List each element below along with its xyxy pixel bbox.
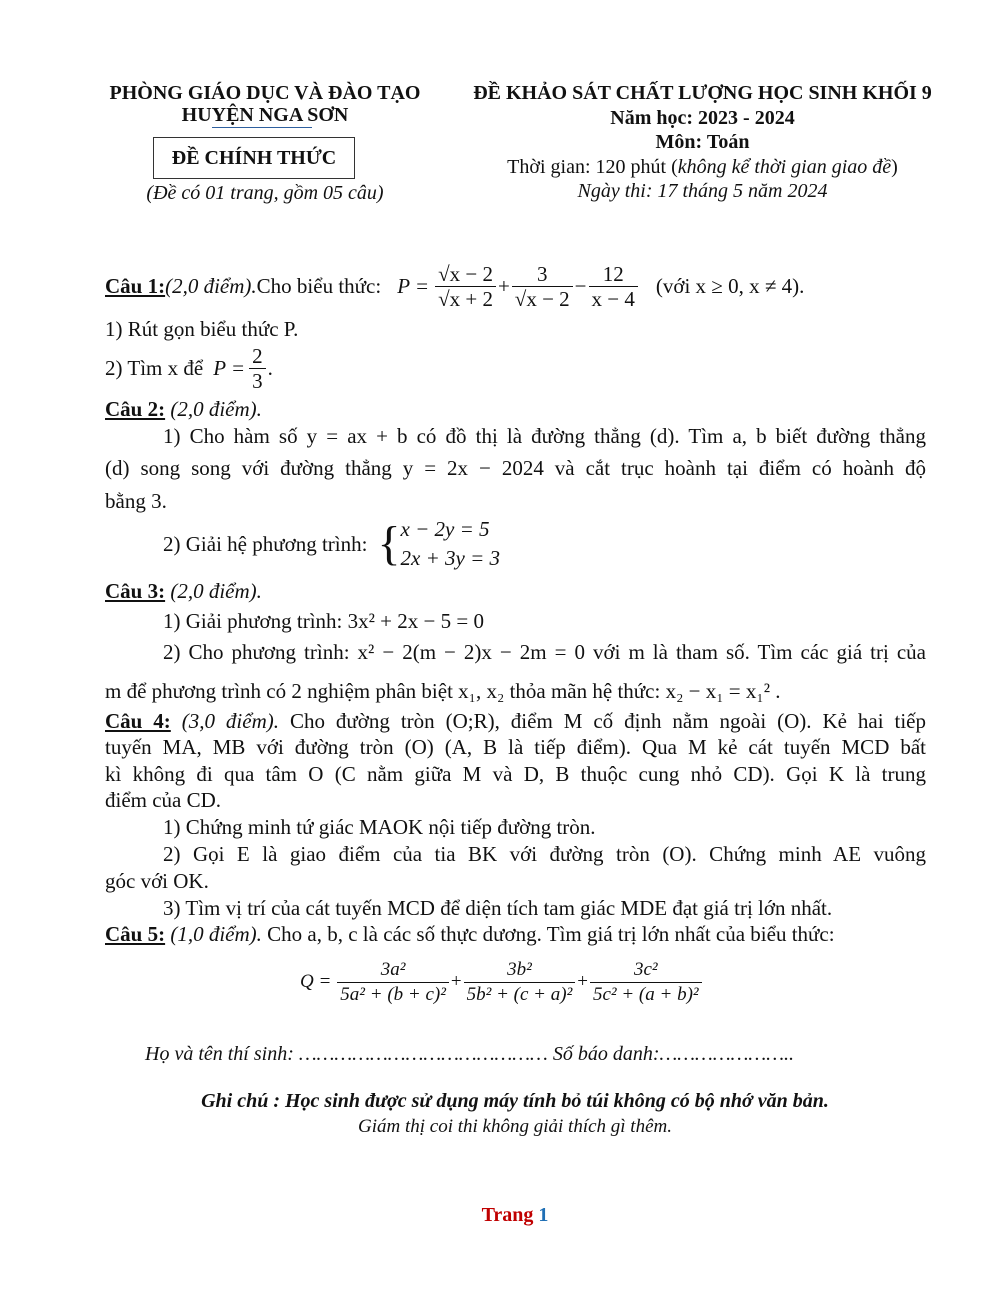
fraction-two-thirds-denominator: 3: [252, 368, 263, 393]
exam-time-note: không kể thời gian giao đề: [677, 156, 892, 178]
subject: Môn: Toán: [655, 131, 750, 153]
page-note: (Đề có 01 trang, gồm 05 câu): [146, 182, 384, 204]
question-2-points: (2,0 điểm).: [165, 397, 262, 421]
exam-date: Ngày thi: 17 tháng 5 năm 2024: [577, 180, 828, 202]
question-4-item-1: 1) Chứng minh tứ giác MAOK nội tiếp đường tròn.: [163, 815, 596, 839]
fraction-2-denominator: √x − 2: [514, 286, 570, 311]
candidate-info-line: Họ và tên thí sinh: …………………………………… Số báo danh:…………………..: [145, 1043, 794, 1065]
question-1-item-2-p: P =: [213, 356, 246, 380]
question-1-line: Câu 1: (2,0 điểm). Cho biểu thức: P = $\frac{√x - 2}{√x + 2}$ + $\frac{3}{√x - 2}$ − $\frac{12}{x - 4}$ (với x ≥ 0, x ≠ 4).: [105, 261, 805, 311]
question-1-title: Câu 1:: [105, 274, 166, 298]
page-number: 1: [538, 1204, 549, 1226]
question-4-item-2-line-2: góc với OK.: [105, 869, 209, 893]
question-3-heading: [105, 578, 262, 604]
district-underline: [212, 127, 312, 128]
q-term-1-numerator: 3a²: [337, 958, 449, 983]
question-4-line-1: [105, 708, 926, 734]
question-4-item-2-line-1: 2) Gọi E là giao điểm của tia BK với đường tròn (O). Chứng minh AE vuông: [163, 842, 926, 866]
fraction-3: [589, 262, 638, 311]
question-4-line-3: kì không đi qua tâm O (C nằm giữa M và D, B thuộc cung nhỏ CD). Gọi K là trung: [105, 762, 926, 786]
exam-time-prefix: Thời gian: 120 phút (: [507, 156, 678, 178]
official-exam-box: ĐỀ CHÍNH THỨC: [153, 137, 355, 179]
system-equation-1: x − 2y = 5: [400, 517, 490, 541]
exam-time: [445, 156, 960, 179]
q-term-2-numerator: 3b²: [464, 958, 576, 983]
question-1-item-2: [105, 342, 273, 394]
q-term-2: [464, 958, 576, 1007]
district-name: HUYỆN NGA SƠN: [181, 104, 349, 126]
fraction-2-numerator: 3: [512, 262, 573, 287]
fraction-1-denominator: √x + 2: [438, 286, 493, 311]
question-1-intro: Cho biểu thức:: [256, 274, 382, 298]
equation-system: [401, 515, 500, 573]
question-2-part-2: [163, 515, 500, 573]
question-4-points: (3,0 điểm).: [170, 709, 279, 733]
expression-q-label: Q =: [300, 971, 332, 992]
question-3-points: (2,0 điểm).: [165, 579, 262, 603]
question-2-part-2-prefix: 2) Giải hệ phương trình:: [163, 532, 368, 556]
department-name: PHÒNG GIÁO DỤC VÀ ĐÀO TẠO: [109, 82, 421, 104]
question-2-part-1-line-1: 1) Cho hàm số y = ax + b có đồ thị là đường thẳng (d). Tìm a, b biết đường thẳng: [163, 424, 926, 448]
question-2-part-1-line-3: bằng 3.: [105, 489, 167, 513]
question-4-line-2: tuyến MA, MB với đường tròn (O) (A, B là tiếp điểm). Qua M kẻ cát tuyến MCD bất: [105, 735, 926, 759]
question-3-part-2-line-1: 2) Cho phương trình: x² − 2(m − 2)x − 2m = 0 với m là tham số. Tìm các giá trị của: [163, 640, 926, 664]
question-1-condition: (với x ≥ 0, x ≠ 4).: [655, 274, 805, 298]
exam-title: ĐỀ KHẢO SÁT CHẤT LƯỢNG HỌC SINH KHỐI 9: [473, 82, 932, 104]
q-term-1: [337, 958, 449, 1007]
question-5-line: [105, 921, 835, 947]
page-footer: [400, 1204, 630, 1227]
question-5-intro: Cho a, b, c là các số thực dương. Tìm giá trị lớn nhất của biểu thức:: [261, 922, 835, 946]
question-4-item-3: 3) Tìm vị trí của cát tuyến MCD để diện tích tam giác MDE đạt giá trị lớn nhất.: [163, 896, 833, 920]
question-1-points: (2,0 điểm).: [165, 274, 257, 298]
q-term-2-denominator: 5b² + (c + a)²: [466, 983, 573, 1005]
school-year: Năm học: 2023 - 2024: [610, 107, 795, 129]
question-4-line-4: điểm của CD.: [105, 788, 222, 812]
question-5-title: Câu 5:: [105, 922, 166, 946]
expression-q: Q = $\frac{\text{3a²}}{\text{5a² + (b + c)²}}$ + $\frac{\text{3b²}}{\text{5b² + (c + a)²}}$ + $\frac{\text{3c²}}{\text{5c² + (a + b)²}}$: [300, 952, 704, 1012]
fraction-1-numerator: √x − 2: [435, 262, 496, 287]
question-2-title: Câu 2:: [105, 397, 166, 421]
fraction-3-denominator: x − 4: [591, 286, 635, 311]
q-term-1-denominator: 5a² + (b + c)²: [340, 983, 446, 1005]
question-1-item-2-suffix: .: [267, 356, 273, 380]
question-2-heading: [105, 396, 262, 422]
question-4-title: Câu 4:: [105, 709, 171, 733]
exam-time-suffix: ): [891, 156, 898, 178]
q-term-3-numerator: 3c²: [590, 958, 702, 983]
question-5-points: (1,0 điểm).: [165, 922, 262, 946]
system-equation-2: 2x + 3y = 3: [400, 546, 500, 570]
expression-p-label: P =: [397, 274, 430, 298]
note-line: Ghi chú : Học sinh được sử dụng máy tính bỏ túi không có bộ nhớ văn bản.: [201, 1090, 829, 1112]
question-3-part-2-line-2: m để phương trình có 2 nghiệm phân biệt x₁, x₂ thỏa mãn hệ thức: x₂ − x₁ = x₁² .: [105, 679, 781, 703]
question-3-title: Câu 3:: [105, 579, 166, 603]
system-brace: {: [377, 517, 401, 570]
fraction-two-thirds-numerator: 2: [249, 344, 266, 369]
supervisor-line: Giám thị coi thi không giải thích gì thêm.: [358, 1116, 672, 1137]
fraction-3-numerator: 12: [589, 262, 638, 287]
question-1-item-1: 1) Rút gọn biểu thức P.: [105, 317, 299, 341]
question-3-part-1: 1) Giải phương trình: 3x² + 2x − 5 = 0: [163, 609, 484, 633]
q-term-3-denominator: 5c² + (a + b)²: [592, 983, 699, 1005]
q-term-3: [590, 958, 702, 1007]
fraction-2: [512, 262, 573, 311]
question-4-line-1-text: Cho đường tròn (O;R), điểm M cố định nằm ngoài (O). Kẻ hai tiếp: [279, 709, 926, 733]
fraction-two-thirds: [249, 344, 266, 393]
question-1-item-2-prefix: 2) Tìm x để: [105, 356, 204, 380]
question-2-part-1-line-2: (d) song song với đường thẳng y = 2x − 2024 và cắt trục hoành tại điểm có hoành độ: [105, 456, 926, 480]
fraction-1: [435, 262, 496, 311]
page-word: Trang: [481, 1204, 534, 1226]
